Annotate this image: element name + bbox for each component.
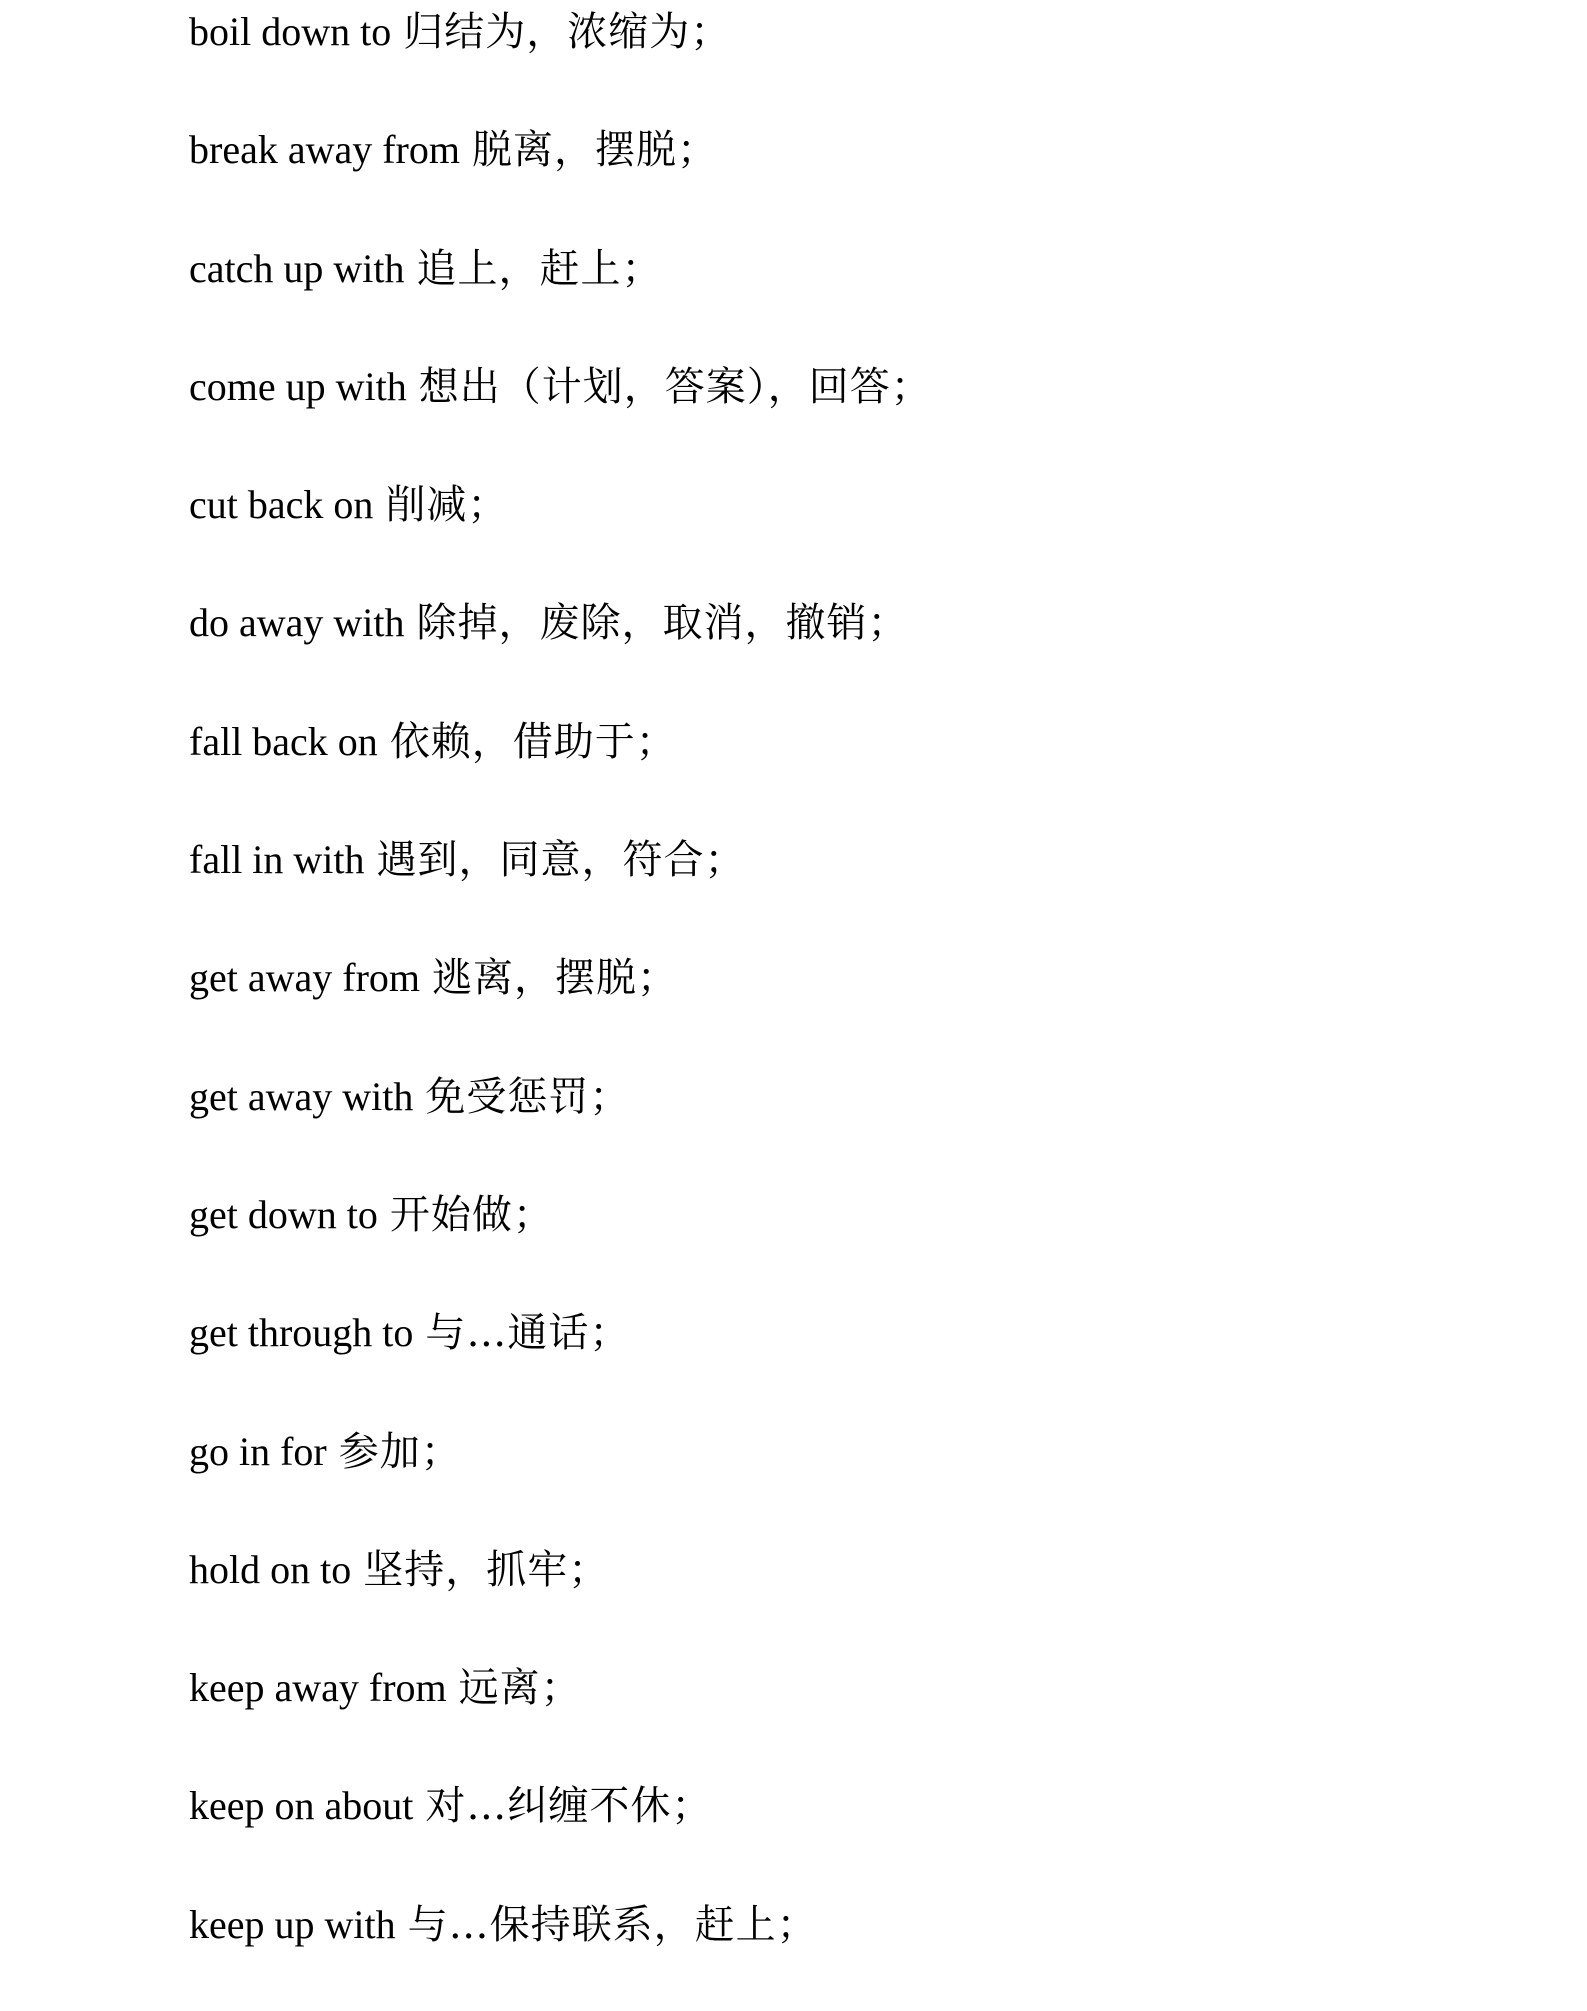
list-item xyxy=(189,1538,1489,1656)
list-item xyxy=(189,473,1489,591)
phrase-english: get down to xyxy=(189,1191,378,1237)
list-item xyxy=(189,1420,1489,1538)
list-item xyxy=(189,1893,1489,2011)
phrase-english: get away from xyxy=(189,955,421,1001)
phrase-chinese: 开始做； xyxy=(389,1191,554,1238)
list-item xyxy=(189,1065,1489,1183)
phrase-list xyxy=(189,0,1489,2011)
list-item xyxy=(189,828,1489,946)
list-item xyxy=(189,1183,1489,1301)
phrase-chinese: 归结为，浓缩为； xyxy=(403,9,732,55)
phrase-chinese: 与…保持联系，赶上； xyxy=(407,1901,818,1948)
list-item xyxy=(189,0,1489,118)
list-item xyxy=(189,355,1489,473)
list-item xyxy=(189,710,1489,828)
list-item xyxy=(189,591,1489,709)
list-item xyxy=(189,1301,1489,1419)
list-item xyxy=(189,1774,1489,1892)
phrase-chinese: 与…通话； xyxy=(425,1310,631,1357)
phrase-chinese: 坚持，抓牢； xyxy=(363,1546,610,1593)
list-item xyxy=(189,237,1489,355)
phrase-english: catch up with xyxy=(189,245,405,291)
phrase-english: fall back on xyxy=(189,718,378,764)
list-item xyxy=(189,946,1489,1064)
phrase-english: keep up with xyxy=(189,1901,396,1947)
phrase-english: break away from xyxy=(189,127,460,173)
phrase-chinese: 追上，赶上； xyxy=(416,245,663,292)
phrase-chinese: 遇到，同意，符合； xyxy=(376,837,746,884)
phrase-english: go in for xyxy=(189,1428,327,1474)
phrase-chinese: 依赖，借助于； xyxy=(389,718,677,765)
phrase-chinese: 免受惩罚； xyxy=(425,1073,631,1120)
phrase-chinese: 想出（计划，答案），回答； xyxy=(418,363,932,410)
phrase-english: boil down to xyxy=(189,9,392,54)
phrase-english: fall in with xyxy=(189,837,365,883)
phrase-chinese: 除掉，废除，取消，撤销； xyxy=(416,600,909,647)
phrase-english: do away with xyxy=(189,600,405,646)
list-item xyxy=(189,1656,1489,1774)
phrase-english: get away with xyxy=(189,1073,414,1119)
phrase-chinese: 远离； xyxy=(458,1665,582,1712)
list-item xyxy=(189,118,1489,236)
phrase-english: cut back on xyxy=(189,482,374,528)
phrase-english: get through to xyxy=(189,1310,414,1356)
phrase-chinese: 削减； xyxy=(385,482,509,529)
phrase-english: keep on about xyxy=(189,1783,414,1829)
phrase-chinese: 逃离，摆脱； xyxy=(432,955,679,1002)
phrase-english: come up with xyxy=(189,363,407,409)
phrase-chinese: 对…纠缠不休； xyxy=(425,1783,713,1830)
phrase-chinese: 脱离，摆脱； xyxy=(471,127,718,174)
phrase-chinese: 参加； xyxy=(338,1428,462,1475)
phrase-english: keep away from xyxy=(189,1665,447,1711)
phrase-english: hold on to xyxy=(189,1546,352,1592)
